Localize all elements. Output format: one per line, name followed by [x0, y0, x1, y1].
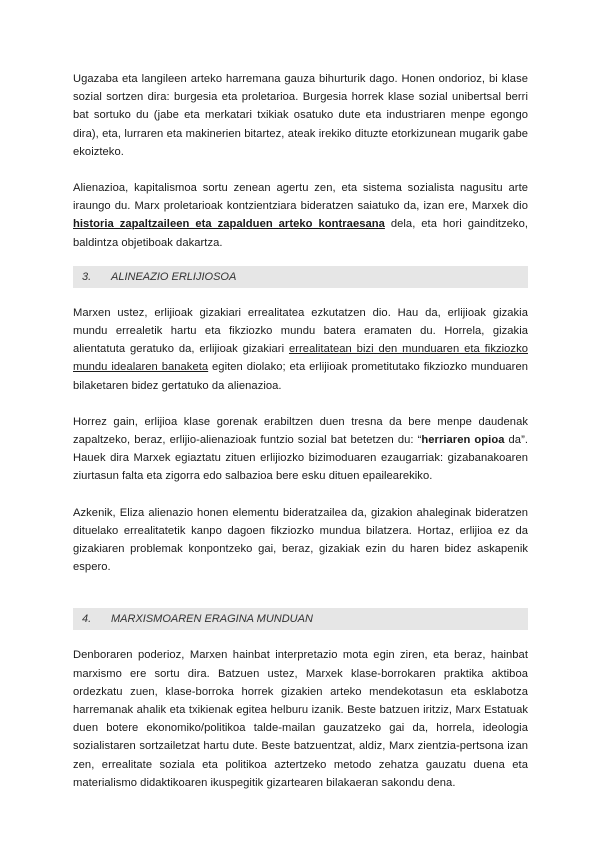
section-title: MARXISMOAREN ERAGINA MUNDUAN — [111, 613, 313, 626]
section-title: ALINEAZIO ERLIJIOSOA — [111, 270, 237, 283]
paragraph-church: Azkenik, Eliza alienazio honen elementu bideratzailea da, gizakion ahaleginak bideratzen dituelako errealitatetik kanpo dagoen fikziozko mundua bilatzera. Hortaz, erlijioa ez da gizakiaren problemak konpontzeko gai, beraz, gizakiak ezin du haren bidez askapenik espero. — [73, 506, 528, 574]
religion-text-start: Marxen ustez, erlijioak gizakiari errealitatea ezkutatzen dio. Hau da, erlijioak gizakia mundu errealetik hartu eta fikziozko mundu batera eramaten du. Horrela, gizakia alientatuta geratuko da, erlijioak gizakiari — [73, 306, 528, 356]
paragraph-class-relations: Ugazaba eta langileen arteko harremana gauza bihurturik dago. Honen ondorioz, bi klase sozial sortzen dira: burgesia eta proletarioa. Burgesia horrek klase sozial unibertsal berri bat sortuko du (jabe eta merkatari txikiak osatuko dute eta industriaren menpe egongo dira), eta, lurraren eta makinerien bitartez, ateak irekiko dituzte etorkizunean mugarik gabe ekoizteko. — [73, 73, 528, 158]
paragraph-marxism-interpretations: Denboraren poderioz, Marxen hainbat interpretazio mota egin ziren, eta beraz, hainbat marxismo ere sortu dira. Batzuen ustez, Marxek klase-borrokaren praktika aktiboa ordezkatu zuen, klase-borroka horrek gizakien arteko mendekotasun eta esklabotza harremanak ahalik eta txikienak egitea helburu izanik. Beste batzuen iritziz, Marx Estatuak duen botere ekonomiko/politikoa talde-mailan gauzatzeko gai da, horrela, ideologia sozialistaren sortzailetzat hartu dute. Beste batzuentzat, aldiz, Marx zientzia-pertsona izan zen, errealitate soziala eta politikoa aztertzeko metodo zehatza gauzatu duena eta materialismo didaktikoaren ikuspegitik gizartearen bilakaeran sakondu dena. — [73, 649, 528, 789]
paragraph-religion-hides-reality — [73, 304, 528, 395]
religion-underlined-phrase: errealitatean bizi den munduaren eta fikziozko mundu idealaren banaketa — [73, 343, 528, 374]
paragraph-alienation — [73, 179, 528, 252]
alienation-text-start: Alienazioa, kapitalismoa sortu zenean agertu zen, eta sistema sozialista nagusitu arte iraungo du. Marx proletarioak kontzientziara bideratzen saiatuko da, izan ere, Marxek dio — [73, 182, 528, 213]
section-number: 3. — [82, 270, 92, 283]
section-heading-3 — [73, 266, 528, 288]
section-number: 4. — [82, 613, 92, 626]
section-heading-4 — [73, 608, 528, 630]
opium-text-end: da”. Hauek dira Marxek egiaztatu zituen erlijiozko bizimoduaren ezaugarriak: gizabanakoaren ziurtasun falta eta zigorra edo salbazioa bere esku dituen epailearekiko. — [73, 434, 529, 483]
alienation-text-end: dela, eta hori gainditzeko, baldintza objetiboak dakartza. — [73, 218, 528, 249]
religion-text-end: egiten diolako; eta erlijioak prometitutako fikziozko munduaren bilaketaren bidez gertatuko da alienazioa. — [73, 361, 528, 392]
paragraph-opium-of-people — [73, 413, 528, 486]
alienation-emphasis: historia zapaltzaileen eta zapalduen arteko kontraesana — [73, 218, 385, 231]
opium-bold-phrase: herriaren opioa — [421, 434, 505, 447]
opium-text-start: Horrez gain, erlijioa klase gorenak erabiltzen duen tresna da bere menpe daudenak zapaltzeko, beraz, erlijio-alienazioak funtzio sozial bat betetzen du: “ — [73, 415, 528, 447]
